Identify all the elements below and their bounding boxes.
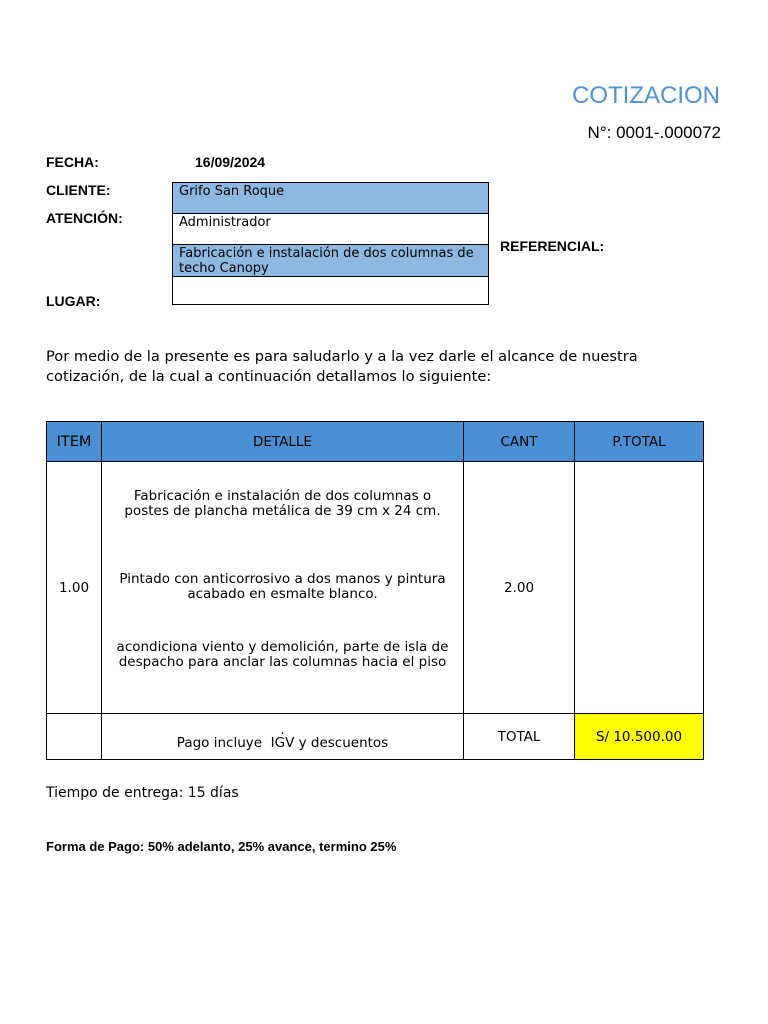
lugar-field [172,277,489,305]
cliente-label: CLIENTE: [46,182,111,198]
header-detalle: DETALLE [102,422,464,462]
referencial-label: REFERENCIAL: [500,238,605,254]
table-row [47,462,704,714]
atencion-label: ATENCIÓN: [46,210,123,226]
table-footer-row [47,714,704,760]
header-cant: CANT [464,422,575,462]
detalle-line-3: acondiciona viento y demolición, parte de isla de despacho para anclar las columnas hacia el piso [116,638,449,670]
payment-terms: Forma de Pago: 50% adelanto, 25% avance, termino 25% [46,839,397,854]
row-ptotal [575,462,704,714]
fecha-value: 16/09/2024 [195,154,266,170]
delivery-time: Tiempo de entrega: 15 días [46,785,239,801]
quote-number: N°: 0001-.000072 [587,123,721,142]
intro-paragraph: Por medio de la presente es para saludarlo y a la vez darle el alcance de nuestra cotización, de la cual a continuación detallamos lo siguiente: [46,348,638,385]
footer-note-cell [102,714,464,760]
total-label: TOTAL [464,714,575,760]
detalle-line-2: Pintado con anticorrosivo a dos manos y pintura acabado en esmalte blanco. [119,570,446,602]
footer-dot: . [280,721,285,738]
row-cant: 2.00 [464,462,575,714]
items-table [46,421,704,760]
row-item: 1.00 [47,462,102,714]
row-detalle [102,462,464,714]
cliente-field: Grifo San Roque [172,182,489,214]
document-title: COTIZACION [572,82,720,109]
header-ptotal: P.TOTAL [575,422,704,462]
fecha-label: FECHA: [46,154,99,170]
atencion-field: Administrador [172,214,489,245]
header-item: ITEM [47,422,102,462]
footer-note: Pago incluye IGV y descuentos [176,734,389,751]
table-header-row [47,422,704,462]
referencial-field: Fabricación e instalación de dos columnas de techo Canopy [172,245,489,277]
detalle-line-1: Fabricación e instalación de dos columnas o postes de plancha metálica de 39 cm x 24 cm. [124,487,441,519]
footer-empty [47,714,102,760]
lugar-label: LUGAR: [46,293,101,309]
total-value: S/ 10.500.00 [575,714,704,760]
